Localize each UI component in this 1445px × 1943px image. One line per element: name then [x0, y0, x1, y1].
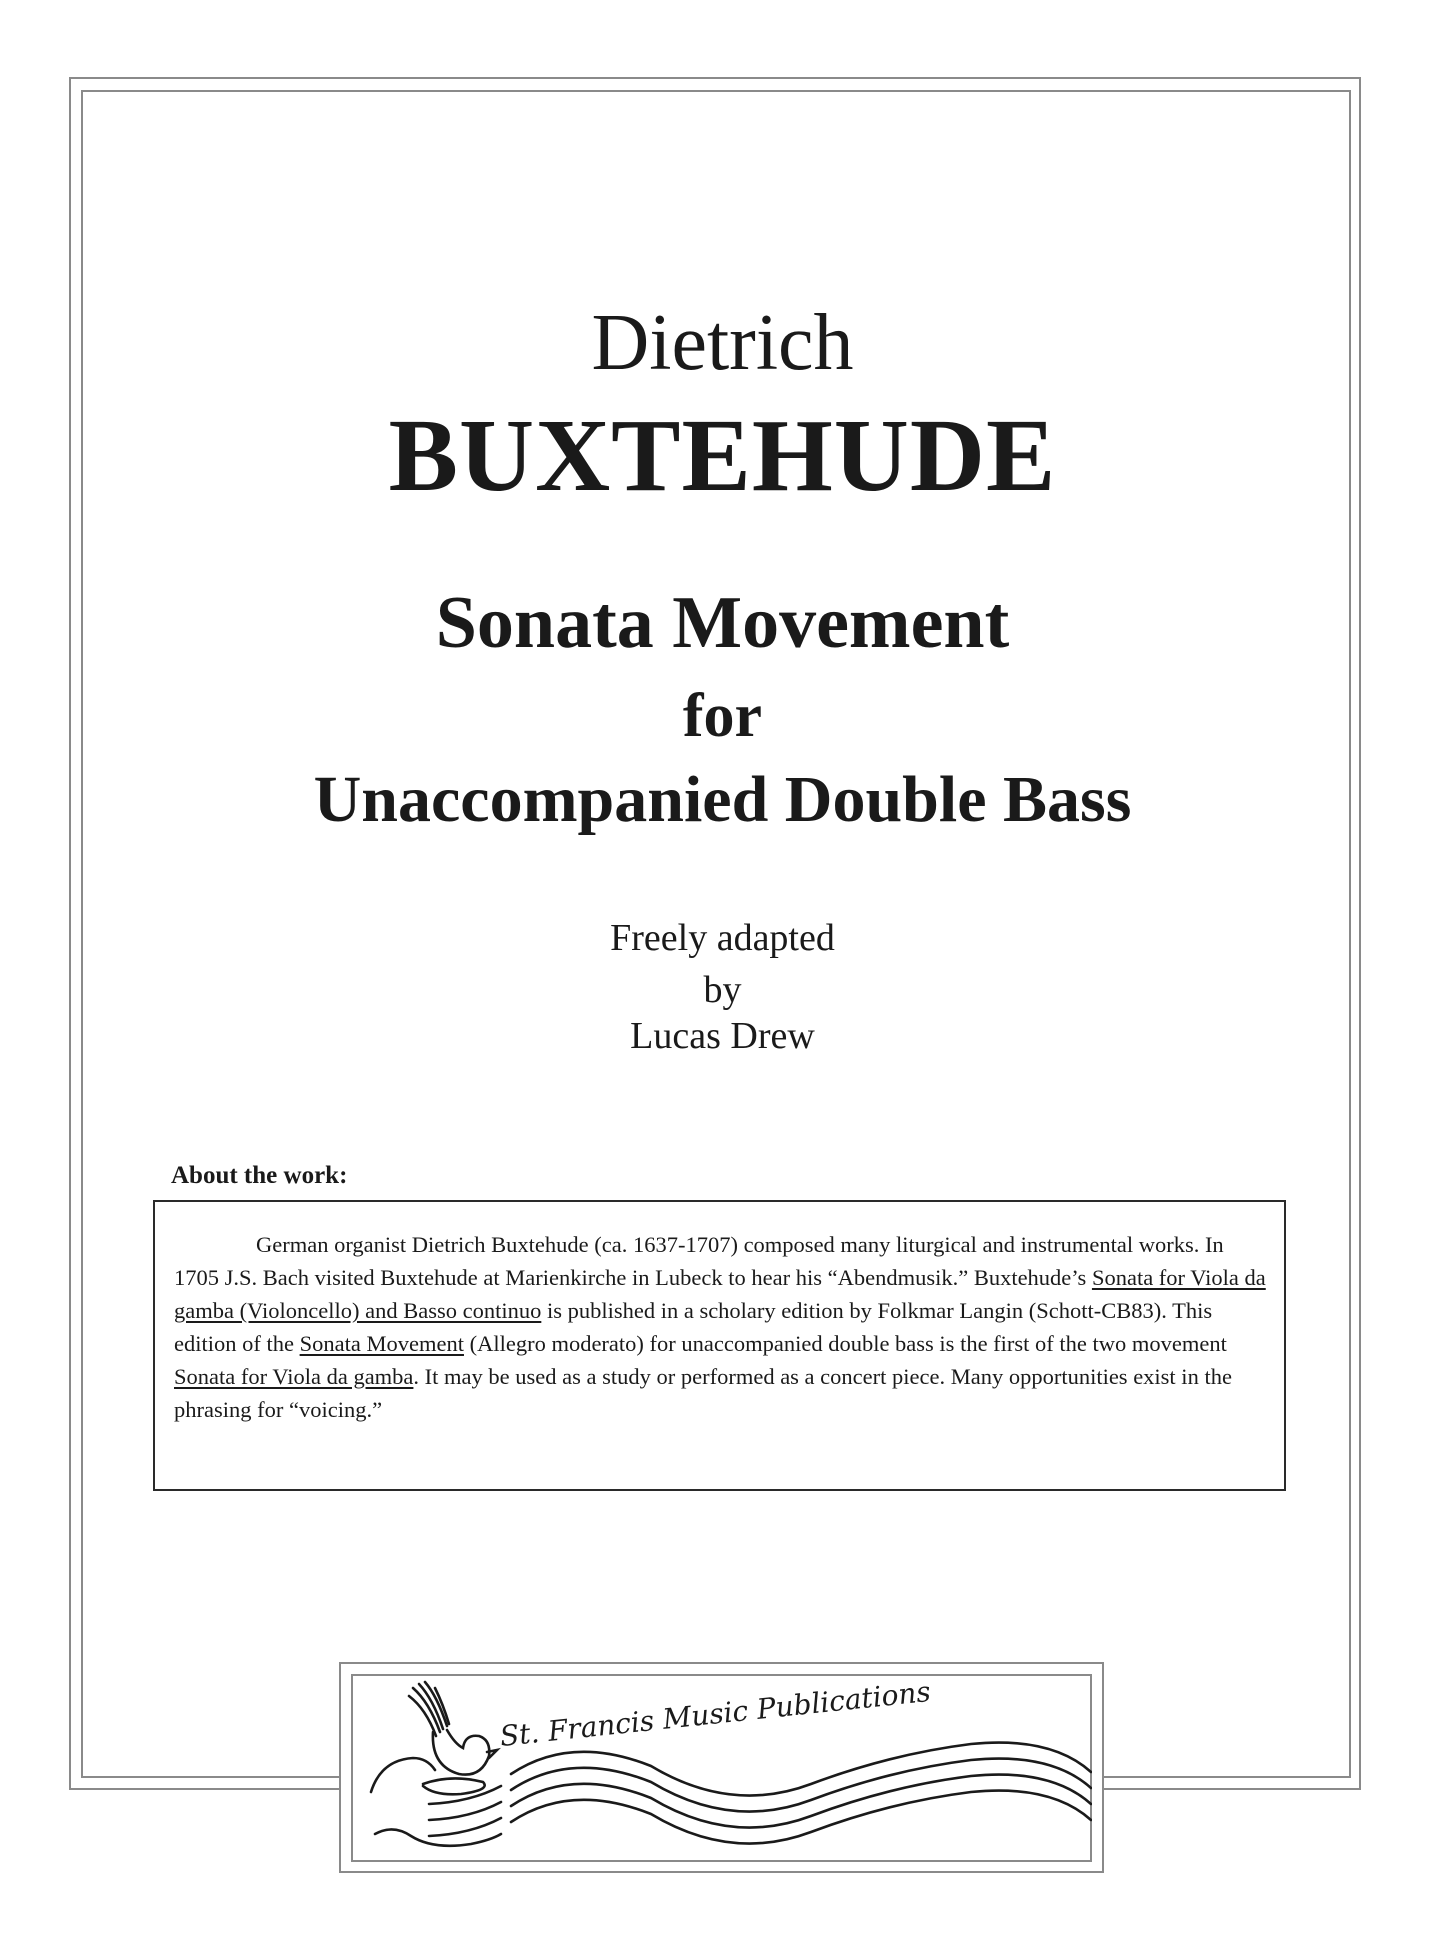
about-box [153, 1200, 1286, 1491]
work-title-for: for [682, 682, 763, 750]
about-paragraph [174, 1228, 1266, 1426]
arranger-name: Lucas Drew [630, 1015, 815, 1057]
about-title-reference: Sonata for Viola da gamba (Violoncello) and Basso continuo [174, 1265, 1266, 1323]
about-segment: (Allegro moderato) for unaccompanied double bass is the first of the two movement [463, 1331, 1227, 1356]
publisher-name: St. Francis Music Publications [498, 1674, 933, 1753]
about-segment: German organist Dietrich Buxtehude (ca. 1637-1707) composed many liturgical and instrumental works. In 1705 J.S. Bach visited Buxtehude at Marienkirche in Lubeck to hear his “Abendmusik.” Buxtehude’s [174, 1232, 1224, 1290]
composer-last-name: BUXTEHUDE [388, 398, 1057, 513]
about-title-reference: Sonata for Viola da gamba [174, 1364, 414, 1389]
composer-first-name: Dietrich [591, 299, 854, 387]
about-segment: is published in a scholary edition by Folkmar Langin (Schott-CB83). This edition of the [174, 1298, 1213, 1356]
arrangement-note: Freely adapted [610, 917, 835, 959]
instrumentation-subtitle: Unaccompanied Double Bass [313, 763, 1132, 836]
work-title: Sonata Movement [435, 582, 1010, 664]
about-segment: . It may be used as a study or performed as a concert piece. Many opportunities exist in the phrasing for “voicing.” [174, 1364, 1232, 1422]
publisher-logo [351, 1674, 1092, 1862]
about-heading: About the work: [171, 1162, 348, 1189]
arrangement-by: by [703, 969, 742, 1011]
about-title-reference: Sonata Movement [299, 1331, 464, 1356]
